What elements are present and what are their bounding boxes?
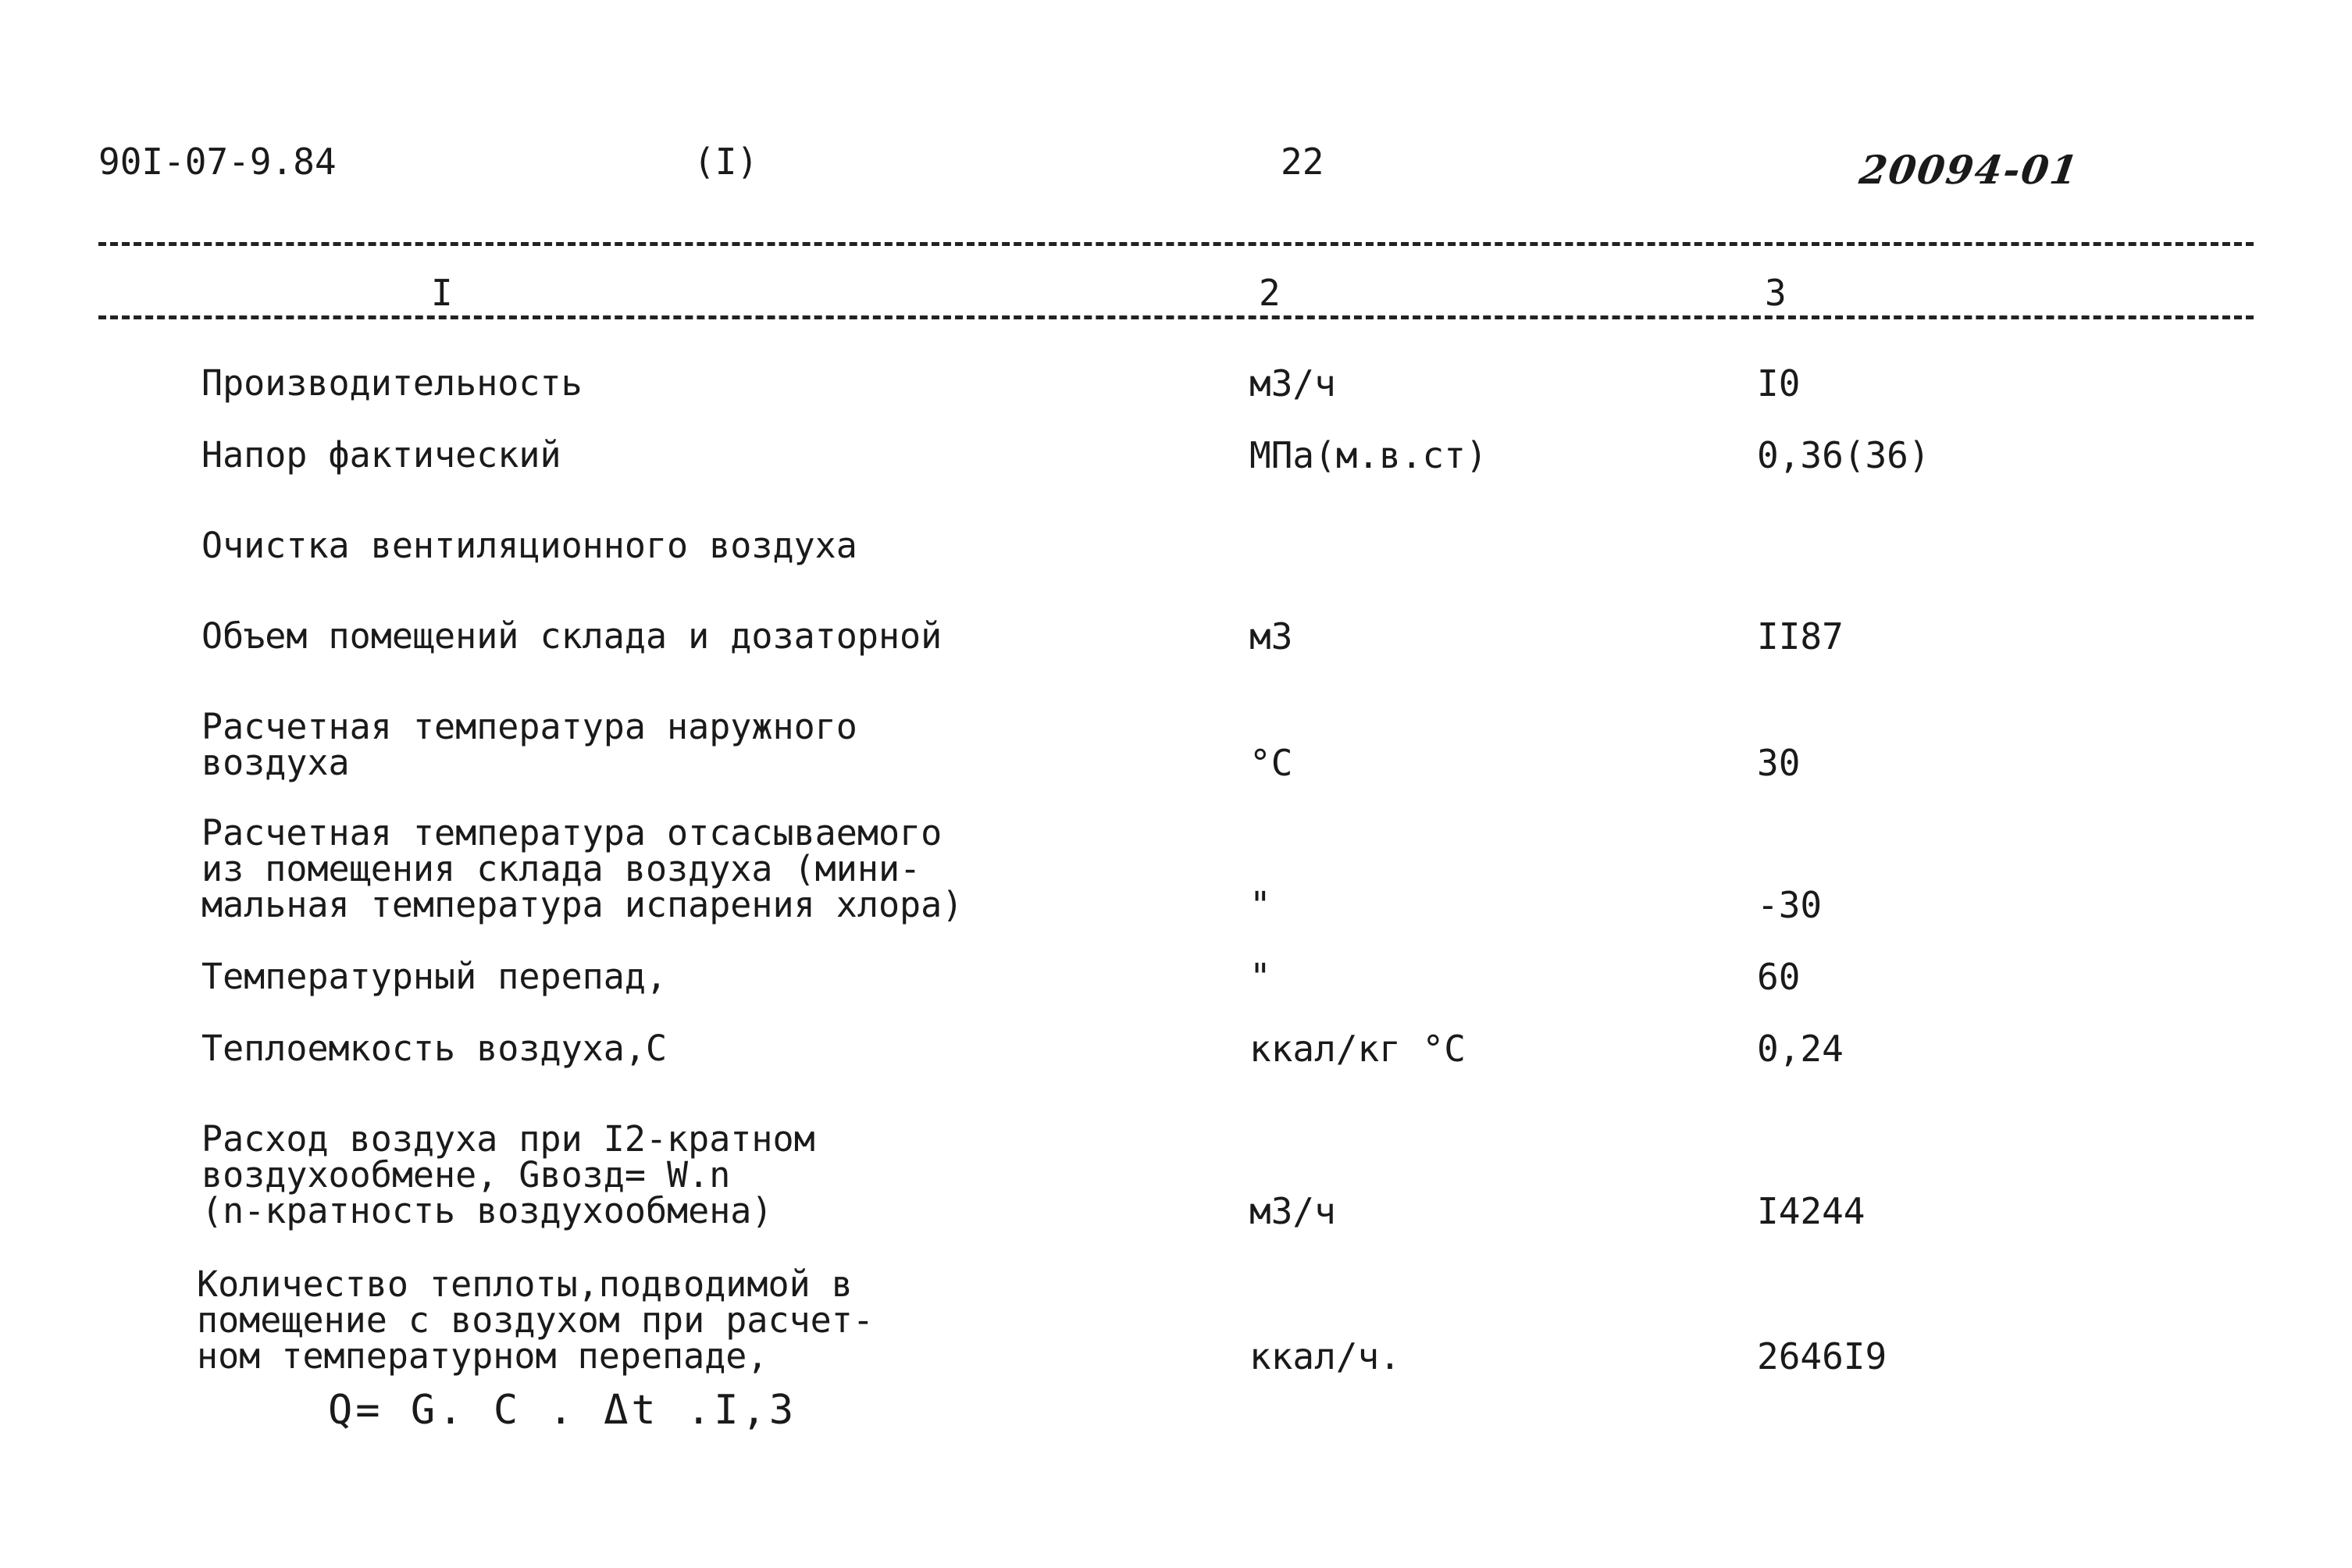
page-number: 22: [1281, 141, 1324, 183]
parameter-name: Расчетная температура наружного воздуха: [201, 706, 857, 783]
parameter-name: Объем помещений склада и дозаторной: [201, 615, 943, 657]
parameter-unit: м3/ч: [1249, 362, 1336, 404]
parameter-value: II87: [1757, 615, 1844, 657]
header-dashed-rule: [98, 315, 2254, 319]
parameter-unit: ккал/ч.: [1249, 1335, 1401, 1377]
parameter-value: 0,36(36): [1757, 434, 1930, 476]
parameter-name: Производительность: [201, 362, 583, 404]
handwritten-number: 20094-01: [1856, 147, 2083, 193]
parameter-unit: ": [1249, 956, 1271, 998]
document-code: 90I-07-9.84: [98, 141, 337, 183]
part-number: (I): [693, 141, 759, 183]
parameter-name: Теплоемкость воздуха,С: [201, 1028, 668, 1069]
parameter-name: Расчетная температура отсасываемого из помещения склада воздуха (мини- мальная температура испарения хлора): [201, 812, 964, 925]
parameter-value: -30: [1757, 884, 1823, 926]
parameter-value: I4244: [1757, 1190, 1866, 1232]
parameter-unit: м3/ч: [1249, 1190, 1336, 1232]
parameter-unit: °C: [1249, 742, 1293, 784]
column-number-3: 3: [1760, 272, 1791, 314]
parameter-value: 30: [1757, 742, 1801, 784]
parameter-value: 2646I9: [1757, 1335, 1887, 1377]
parameter-unit: МПа(м.в.ст): [1249, 434, 1488, 476]
parameter-unit: ": [1249, 884, 1271, 926]
parameter-name: Расход воздуха при I2-кратном воздухообмене, Gвозд= W.n (n-кратность воздухообмена): [201, 1118, 815, 1231]
parameter-name: Температурный перепад,: [201, 956, 668, 997]
parameter-name: Напор фактический: [201, 434, 561, 476]
parameter-unit: м3: [1249, 615, 1293, 657]
parameter-name: Количество теплоты,подводимой в помещение с воздухом при расчет- ном температурном перепаде,: [197, 1263, 874, 1377]
heat-formula: Q= G. C . Δt .I,3: [328, 1387, 797, 1434]
parameter-value: 0,24: [1757, 1028, 1844, 1070]
top-dashed-rule: [98, 242, 2254, 246]
parameter-value: 60: [1757, 956, 1801, 998]
column-number-1: I: [426, 272, 458, 314]
parameter-value: I0: [1757, 362, 1801, 404]
parameter-name: Очистка вентиляционного воздуха: [201, 525, 857, 566]
column-number-2: 2: [1254, 272, 1285, 314]
parameter-unit: ккал/кг °C: [1249, 1028, 1466, 1070]
